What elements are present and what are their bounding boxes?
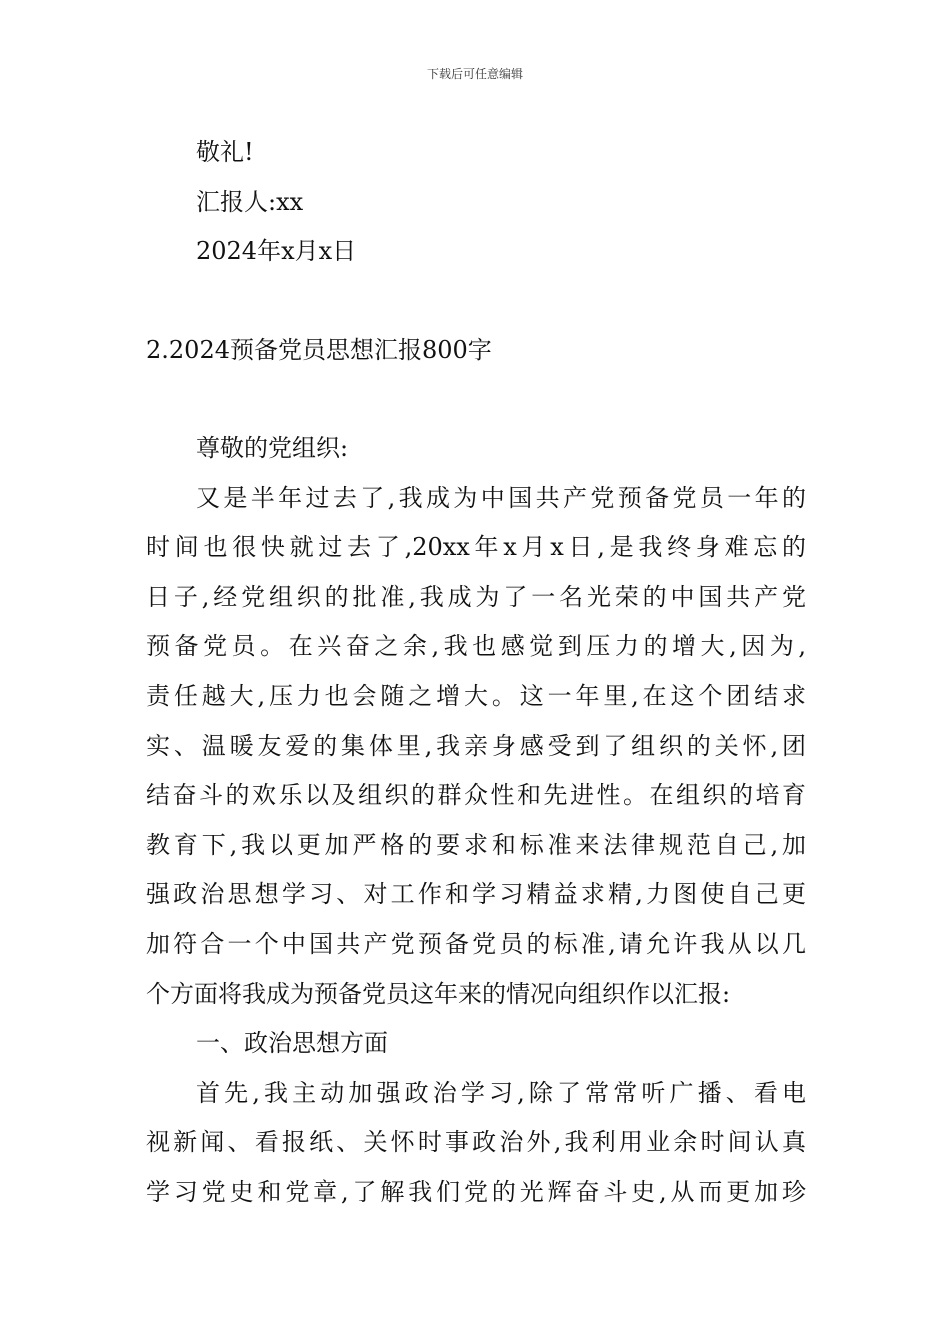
paragraph-line: 结奋斗的欢乐以及组织的群众性和先进性。在组织的培育: [146, 781, 806, 810]
paragraph-line: 又是半年过去了,我成为中国共产党预备党员一年的: [196, 483, 806, 512]
paragraph-line: 学习党史和党章,了解我们党的光辉奋斗史,从而更加珍: [146, 1177, 806, 1206]
subheading-political: 一、政治思想方面: [196, 1029, 388, 1058]
greeting-line: 尊敬的党组织:: [196, 434, 349, 462]
paragraph-line: 强政治思想学习、对工作和学习精益求精,力图使自己更: [146, 880, 806, 909]
paragraph-line: 加符合一个中国共产党预备党员的标准,请允许我从以几: [146, 929, 806, 958]
salute-line: 敬礼!: [196, 138, 254, 166]
letter-body: [146, 424, 806, 1218]
section-title: 2.2024预备党员思想汇报800字: [146, 336, 492, 364]
date-line: 2024年x月x日: [196, 237, 357, 265]
paragraph-line: 教育下,我以更加严格的要求和标准来法律规范自己,加: [146, 830, 806, 859]
paragraph-line: 首先,我主动加强政治学习,除了常常听广播、看电: [196, 1078, 806, 1107]
paragraph-line: 视新闻、看报纸、关怀时事政治外,我利用业余时间认真: [146, 1128, 806, 1157]
paragraph-line: 实、温暖友爱的集体里,我亲身感受到了组织的关怀,团: [146, 731, 806, 760]
paragraph-line: 责任越大,压力也会随之增大。这一年里,在这个团结求: [146, 681, 806, 710]
paragraph-line: 预备党员。在兴奋之余,我也感觉到压力的增大,因为,: [146, 632, 806, 661]
paragraph-line: 日子,经党组织的批准,我成为了一名光荣的中国共产党: [146, 582, 806, 611]
paragraph-line: 时间也很快就过去了,20xx年x月x日,是我终身难忘的: [146, 533, 806, 562]
page-header-note: 下载后可任意编辑: [426, 67, 523, 81]
paragraph-line: 个方面将我成为预备党员这年来的情况向组织作以汇报:: [146, 979, 731, 1008]
reporter-line: 汇报人:xx: [196, 187, 304, 216]
closing-block: [146, 128, 806, 277]
